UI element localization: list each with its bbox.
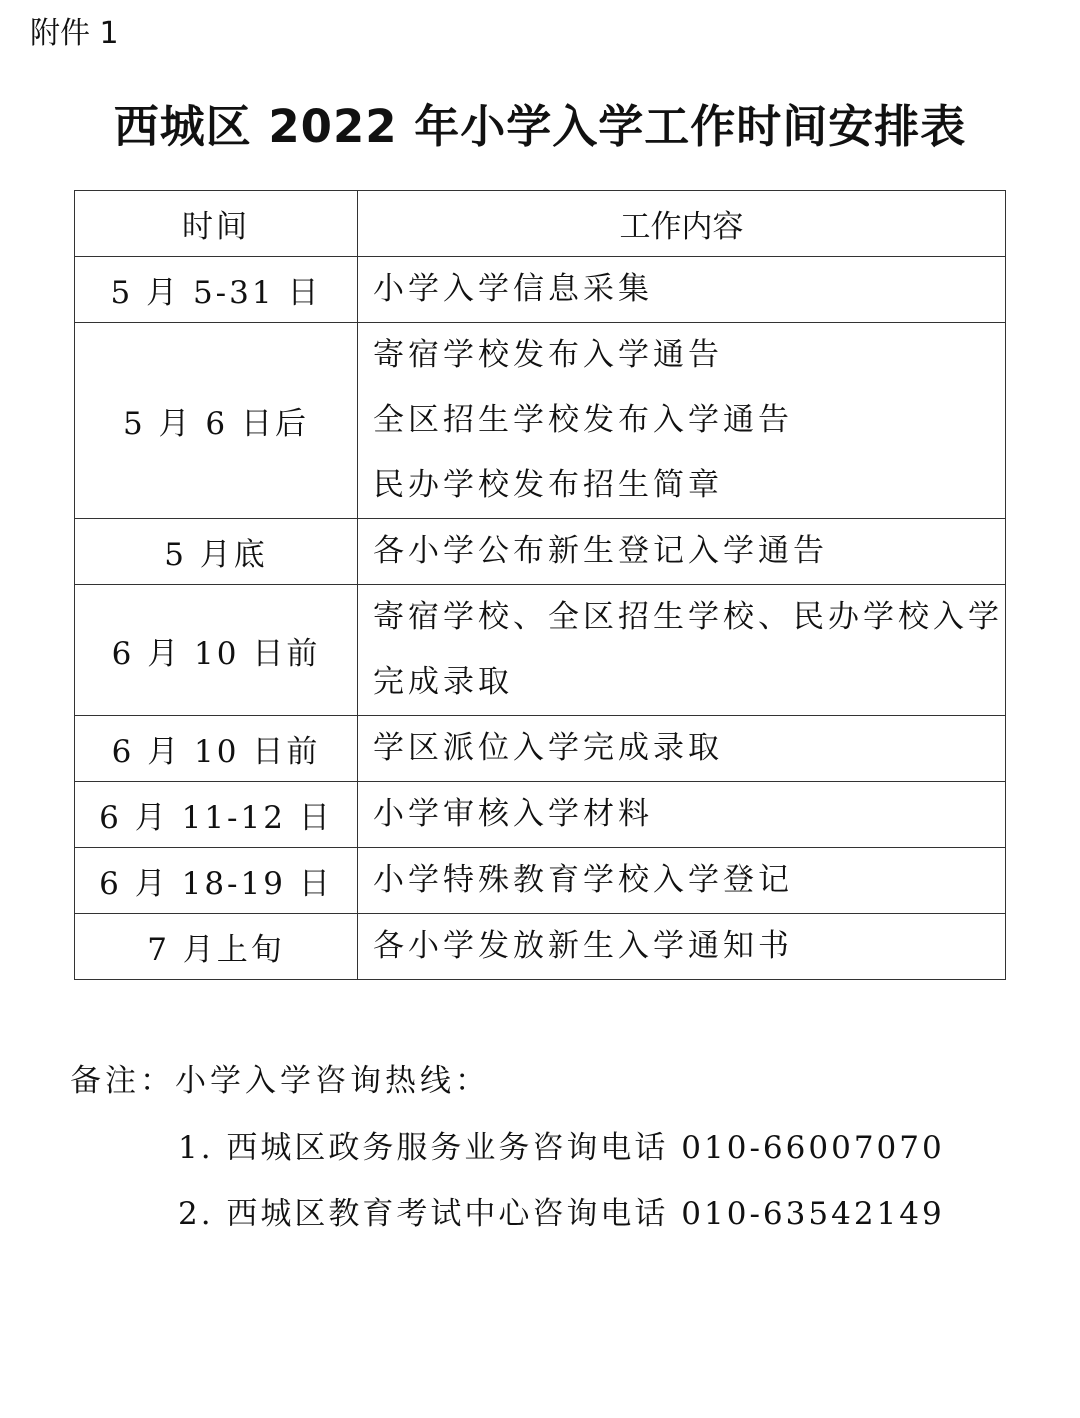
work-line: 全区招生学校发布入学通告 <box>373 402 793 438</box>
page-title: 西城区 2022 年小学入学工作时间安排表 <box>113 100 967 153</box>
table-header-row <box>75 191 1006 257</box>
header-work-content: 工作内容 <box>358 191 1006 257</box>
work-line: 寄宿学校、全区招生学校、民办学校入学 <box>373 599 1003 635</box>
work-cell <box>358 323 1006 519</box>
time-cell: 5 月 6 日后 <box>75 323 358 519</box>
time-cell: 6 月 10 日前 <box>75 716 358 782</box>
time-cell: 6 月 18-19 日 <box>75 848 358 914</box>
hotline-item: 1. 西城区政务服务业务咨询电话 010-66007070 <box>178 1130 945 1166</box>
work-cell <box>358 848 1006 914</box>
work-cell <box>358 519 1006 585</box>
table-row <box>75 585 1006 716</box>
work-line: 各小学公布新生登记入学通告 <box>373 533 828 569</box>
work-cell <box>358 782 1006 848</box>
time-cell: 6 月 11-12 日 <box>75 782 358 848</box>
table-row <box>75 848 1006 914</box>
attachment-label: 附件 1 <box>30 16 119 51</box>
table-row <box>75 914 1006 980</box>
table-row <box>75 716 1006 782</box>
hotline-item: 2. 西城区教育考试中心咨询电话 010-63542149 <box>178 1196 945 1232</box>
note-label: 备注：小学入学咨询热线： <box>70 1063 490 1099</box>
work-line: 完成录取 <box>373 664 513 700</box>
work-cell <box>358 716 1006 782</box>
schedule-table <box>74 190 1006 980</box>
table-row <box>75 782 1006 848</box>
work-line: 寄宿学校发布入学通告 <box>373 337 723 373</box>
work-line: 各小学发放新生入学通知书 <box>373 928 793 964</box>
time-cell: 7 月上旬 <box>75 914 358 980</box>
header-time: 时间 <box>75 191 358 257</box>
table-row <box>75 519 1006 585</box>
time-cell: 6 月 10 日前 <box>75 585 358 716</box>
work-line: 小学入学信息采集 <box>373 271 653 307</box>
work-line: 小学审核入学材料 <box>373 796 653 832</box>
work-cell <box>358 914 1006 980</box>
time-cell: 5 月底 <box>75 519 358 585</box>
time-cell: 5 月 5-31 日 <box>75 257 358 323</box>
work-line: 民办学校发布招生简章 <box>373 467 723 503</box>
work-line: 小学特殊教育学校入学登记 <box>373 862 793 898</box>
work-line: 学区派位入学完成录取 <box>373 730 723 766</box>
work-cell <box>358 257 1006 323</box>
table-row <box>75 323 1006 519</box>
work-cell <box>358 585 1006 716</box>
table-row <box>75 257 1006 323</box>
